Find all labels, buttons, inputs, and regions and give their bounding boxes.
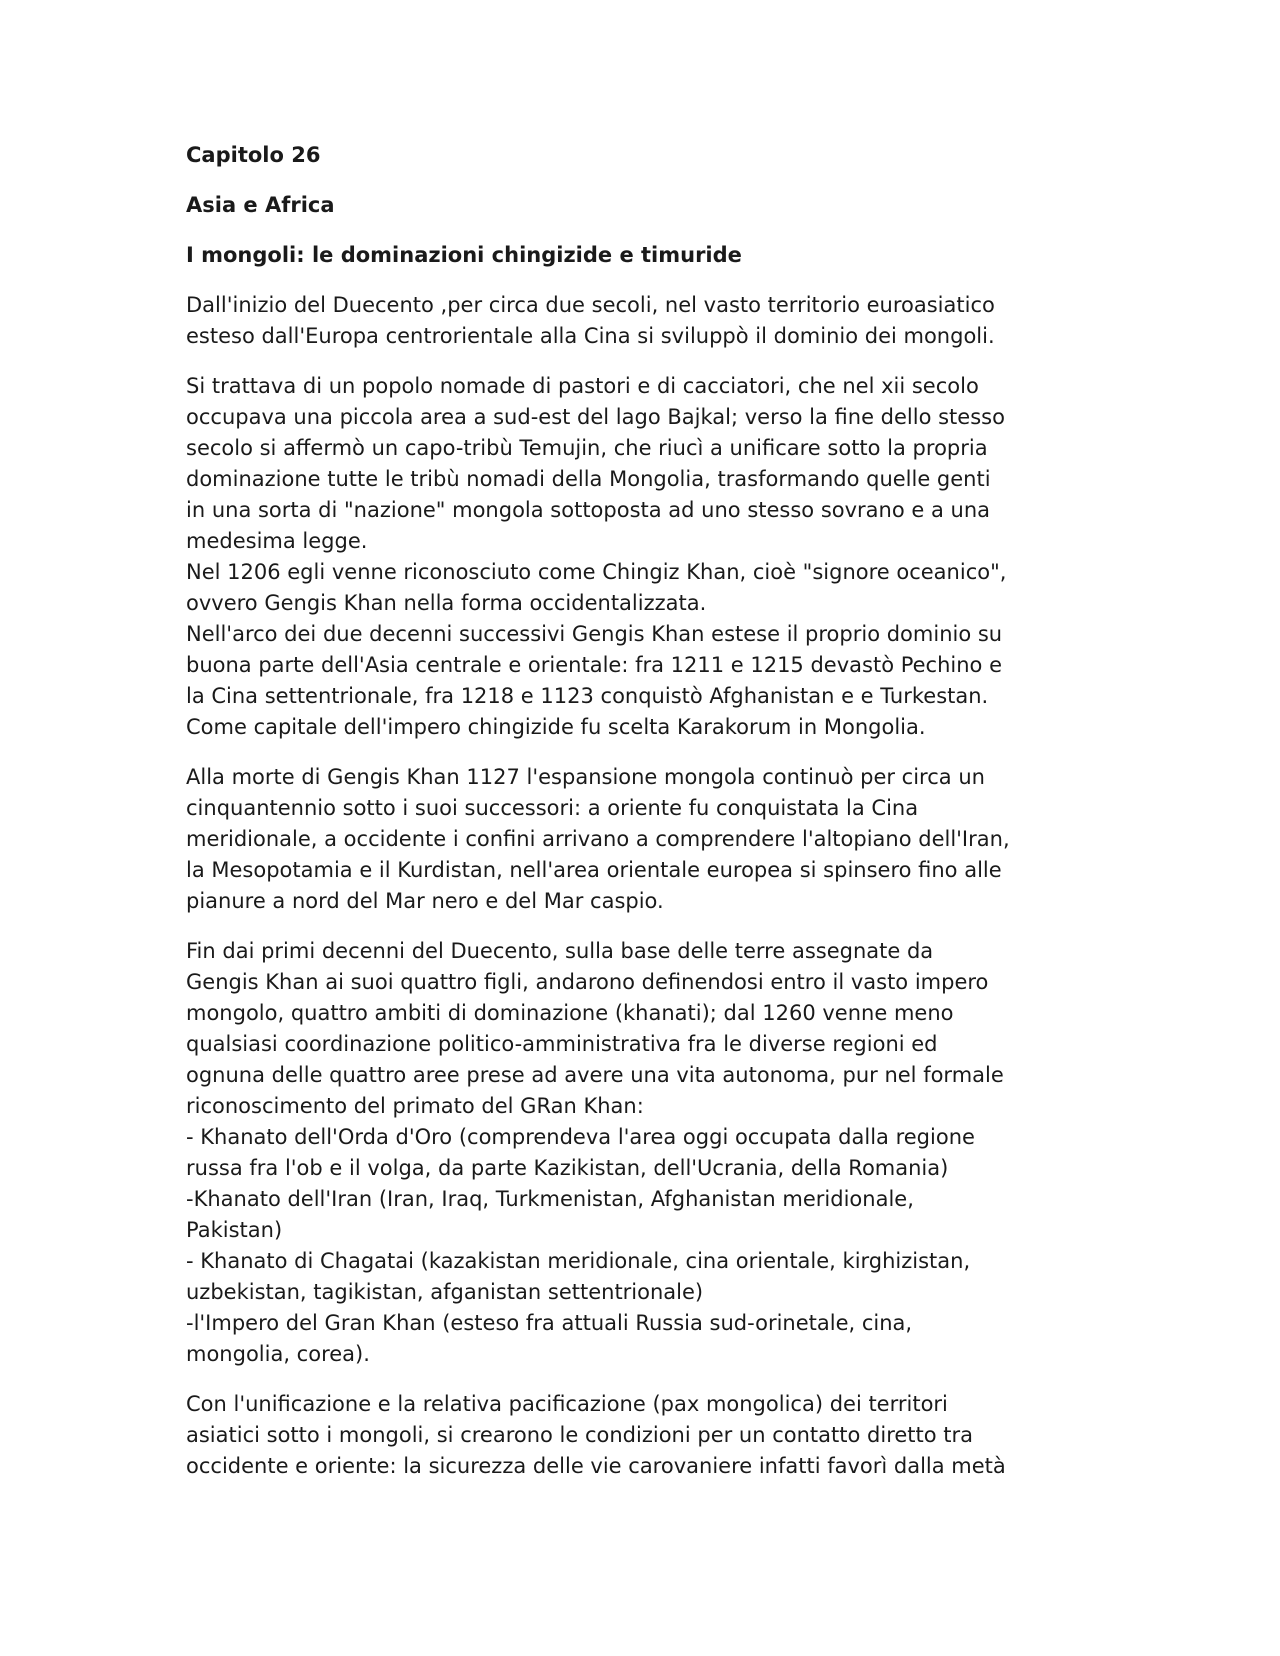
text-line: esteso dall'Europa centrorientale alla Cina si sviluppò il dominio dei mongoli. bbox=[186, 324, 995, 348]
text-line: dominazione tutte le tribù nomadi della Mongolia, trasformando quelle genti bbox=[186, 467, 991, 491]
text-line: la Mesopotamia e il Kurdistan, nell'area orientale europea si spinsero fino alle bbox=[186, 858, 1002, 882]
text-line: occidente e oriente: la sicurezza delle vie carovaniere infatti favorì dalla metà bbox=[186, 1454, 1006, 1478]
text-line: uzbekistan, tagikistan, afganistan settentrionale) bbox=[186, 1280, 704, 1304]
paragraph bbox=[186, 290, 1086, 352]
text-line: russa fra l'ob e il volga, da parte Kazikistan, dell'Ucrania, della Romania) bbox=[186, 1156, 949, 1180]
paragraph bbox=[186, 762, 1086, 917]
text-line: -l'Impero del Gran Khan (esteso fra attuali Russia sud-orinetale, cina, bbox=[186, 1311, 913, 1335]
paragraph bbox=[186, 371, 1086, 743]
text-line: - Khanato di Chagatai (kazakistan meridionale, cina orientale, kirghizistan, bbox=[186, 1249, 971, 1273]
text-line: riconoscimento del primato del GRan Khan: bbox=[186, 1094, 644, 1118]
paragraph bbox=[186, 936, 1086, 1370]
section-heading: Asia e Africa bbox=[186, 193, 335, 217]
text-line: Come capitale dell'impero chingizide fu scelta Karakorum in Mongolia. bbox=[186, 715, 926, 739]
body-text bbox=[186, 290, 1086, 1482]
text-line: medesima legge. bbox=[186, 529, 368, 553]
text-line: -Khanato dell'Iran (Iran, Iraq, Turkmenistan, Afghanistan meridionale, bbox=[186, 1187, 914, 1211]
subsection-heading: I mongoli: le dominazioni chingizide e timuride bbox=[186, 243, 742, 267]
text-line: buona parte dell'Asia centrale e orientale: fra 1211 e 1215 devastò Pechino e bbox=[186, 653, 1002, 677]
text-line: Nell'arco dei due decenni successivi Gengis Khan estese il proprio dominio su bbox=[186, 622, 1003, 646]
text-line: Alla morte di Gengis Khan 1127 l'espansione mongola continuò per circa un bbox=[186, 765, 985, 789]
text-line: Gengis Khan ai suoi quattro figli, andarono definendosi entro il vasto impero bbox=[186, 970, 989, 994]
document-page bbox=[186, 140, 1086, 1501]
text-line: Dall'inizio del Duecento ,per circa due secoli, nel vasto territorio euroasiatico bbox=[186, 293, 995, 317]
text-line: Fin dai primi decenni del Duecento, sulla base delle terre assegnate da bbox=[186, 939, 934, 963]
text-line: Si trattava di un popolo nomade di pastori e di cacciatori, che nel xii secolo bbox=[186, 374, 979, 398]
text-line: Pakistan) bbox=[186, 1218, 283, 1242]
text-line: meridionale, a occidente i confini arrivano a comprendere l'altopiano dell'Iran, bbox=[186, 827, 1010, 851]
text-line: Con l'unificazione e la relativa pacificazione (pax mongolica) dei territori bbox=[186, 1392, 948, 1416]
text-line: ognuna delle quattro aree prese ad avere una vita autonoma, pur nel formale bbox=[186, 1063, 1004, 1087]
text-line: occupava una piccola area a sud-est del lago Bajkal; verso la fine dello stesso bbox=[186, 405, 1005, 429]
text-line: mongolo, quattro ambiti di dominazione (khanati); dal 1260 venne meno bbox=[186, 1001, 954, 1025]
text-line: ovvero Gengis Khan nella forma occidentalizzata. bbox=[186, 591, 707, 615]
text-line: mongolia, corea). bbox=[186, 1342, 370, 1366]
text-line: la Cina settentrionale, fra 1218 e 1123 conquistò Afghanistan e e Turkestan. bbox=[186, 684, 989, 708]
chapter-heading: Capitolo 26 bbox=[186, 143, 321, 167]
text-line: secolo si affermò un capo-tribù Temujin, che riucì a unificare sotto la propria bbox=[186, 436, 988, 460]
paragraph bbox=[186, 1389, 1086, 1482]
text-line: in una sorta di "nazione" mongola sottoposta ad uno stesso sovrano e a una bbox=[186, 498, 990, 522]
text-line: asiatici sotto i mongoli, si crearono le condizioni per un contatto diretto tra bbox=[186, 1423, 974, 1447]
text-line: qualsiasi coordinazione politico-amministrativa fra le diverse regioni ed bbox=[186, 1032, 938, 1056]
text-line: pianure a nord del Mar nero e del Mar caspio. bbox=[186, 889, 664, 913]
text-line: - Khanato dell'Orda d'Oro (comprendeva l'area oggi occupata dalla regione bbox=[186, 1125, 975, 1149]
text-line: Nel 1206 egli venne riconosciuto come Chingiz Khan, cioè "signore oceanico", bbox=[186, 560, 1007, 584]
text-line: cinquantennio sotto i suoi successori: a oriente fu conquistata la Cina bbox=[186, 796, 919, 820]
